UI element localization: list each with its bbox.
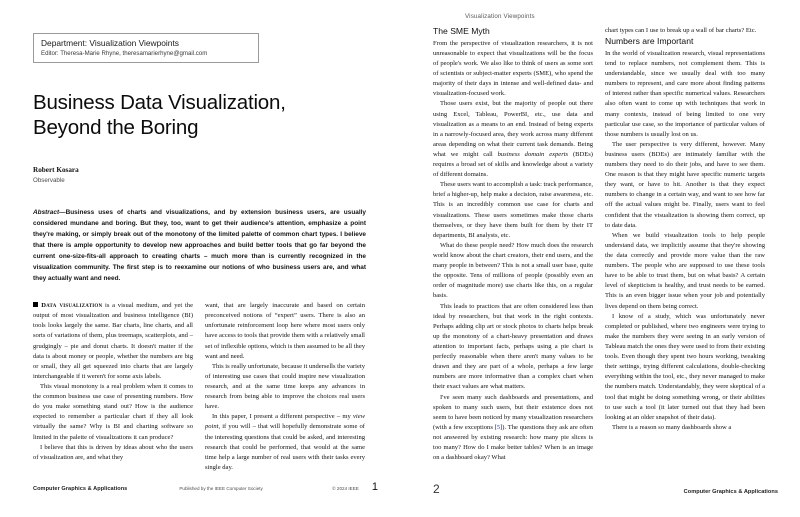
column-2 [605, 26, 765, 463]
paragraph-text: I've seen many such dashboards and presentations, and spoken to many such users, but their existence does not seem to have been noticed by many visualization researchers (with a few exceptions [ [433, 393, 593, 431]
page-number: 2 [433, 482, 440, 496]
paragraph: want, that are largely inaccurate and based on certain preconceived notions of “expert” users. There is also an unfortunate reinforcement loop here where most users only have access to tools that provide them with a relatively small set of inflexible options, which is then assumed to be all they want and need. [205, 302, 366, 360]
paragraph-text: , if you will – that will hopefully demonstrate some of the interesting questions that could be asked, and interesting research that could be performed, that would at the same time help a large number of real users with their tasks every single day. [205, 423, 365, 471]
running-head: Visualization Viewpoints [465, 13, 535, 20]
paragraph [205, 412, 365, 473]
paragraph: In the world of visualization research, visual representations tend to replace numbers, not complement them. This is understandable, since we usually deal with too many numbers to represent, and care more about finding patterns of interest rather than specific numerical values. Researchers also often want to come up with techniques that work in many contexts, instead of being limited to one very particular use case, so the importance of particular values of those numbers is usually lost on us. [605, 49, 765, 138]
page-footer [433, 483, 778, 495]
paragraph-text: is a visual medium, and yet the output of most visualization and business intelligence (BI) tools looks largely the same. Bar charts, line charts, and all sorts of variations of them, plus treemaps, scatterplots, and – grudgingly – pie and donut charts. It doesn't matter if the data is about money or people, whether the numbers are big or small, they all get squeezed into charts that are largely interchangeable if it weren't for some axis labels. [33, 302, 193, 380]
paragraph: I know of a study, which was unfortunately never completed or published, where two engineers were trying to make the numbers they were seeing in an early version of Tableau match the ones they were used to from their existing tools. Even though they spent two hours working, tweaking their settings, trying different calculations, double-checking everything within the tool, etc., they never managed to make the numbers match. Understandably, they were skeptical of a tool that might be doing something wrong, or their abilities to use such a tool (it later turned out that they had been looking at an older snapshot of their data). [605, 312, 765, 421]
section-marker-icon [33, 302, 38, 307]
citation-link[interactable]: 5 [496, 423, 501, 431]
department-box [33, 33, 259, 63]
page-number: 1 [371, 481, 378, 493]
editor-label: Editor: Theresa-Marie Rhyne, theresamarierhyne@gmail.com [41, 49, 208, 57]
paragraph: When we build visualization tools to help people understand data, we implicitly assume that they're showing the data correctly and provide more value than the raw numbers. The people who are supposed to use these tools have to be able to trust them, but on what basis? A certain level of skepticism is healthy, and trust needs to be earned. This is an even bigger issue when your job and potentially lives depend on them being correct. [605, 231, 765, 310]
footer-journal-name: Computer Graphics & Applications [683, 489, 778, 495]
abstract-dash: — [59, 208, 66, 216]
paragraph [33, 301, 193, 382]
paragraph-text: In this paper, I present a different perspective – my [212, 413, 353, 421]
department-label: Department: Visualization Viewpoints [41, 38, 179, 48]
column-1 [33, 301, 193, 473]
author-affiliation: Observable [33, 177, 65, 185]
paragraph: This leads to practices that are often considered less than ideal by researchers, but that work in the right contexts. Perhaps adding clip art or stock photos to charts helps break up the monotony of a chart-heavy presentation and draws attention to important facts, perhaps using a pie chart is perfectly reasonable when there aren't many values to be drawn and they are part of a whole, perhaps a few large numbers are more informative than a complex chart when their exact values are what matters. [433, 302, 593, 391]
abstract-label: Abstract [33, 208, 60, 216]
emphasis: view point [205, 413, 365, 431]
body-columns [33, 301, 378, 473]
author-name: Robert Kosara [33, 166, 79, 175]
page-right [400, 0, 800, 517]
paragraph: From the perspective of visualization researchers, it is not unreasonable to expect that visualizations will be the focus of people's work. We also like to think of users as some sort of scientists or subject-matter experts (SME), who spend the majority of their days in intense and well-defined data- and visualization-focused work. [433, 39, 593, 98]
paragraph-text: Those users exist, but the majority of people out there using Excel, Tableau, PowerBI, etc., use data and visualization as a means to an end. Instead of being experts in a narrowly-focused area, they work across many different areas depending on what their current task demands. Being what we might call [433, 100, 593, 158]
section-heading: Numbers are Important [605, 36, 694, 47]
paragraph: This is really unfortunate, because it undersells the variety of interesting use cases that could inspire new visualization research, and at the same time keeps any advances in research from being able to improve the choices real users have. [205, 362, 365, 411]
author-block [33, 166, 378, 185]
footer-journal-name: Computer Graphics & Applications [33, 486, 128, 492]
paragraph: These users want to accomplish a task: track performance, brief a higher-up, help make a decision, raise awareness, etc. This is an incredibly common use case for charts and visualizations. These users sometimes make those charts themselves, or they have them built for them by their IT departments, BI analysts, etc. [433, 181, 593, 239]
paragraph: chart types can I use to break up a wall of bar charts? Etc. [605, 27, 757, 34]
dropcap-lead: Data visualization [41, 302, 103, 310]
paragraph: There is a reason so many dashboards show a [612, 423, 732, 431]
paragraph [433, 99, 593, 180]
footer-copyright: © 2024 IEEE [332, 486, 359, 491]
article-title: Business Data Visualization, Beyond the Boring [33, 91, 286, 140]
body-columns [433, 26, 778, 463]
paragraph-text: ]). The questions they ask are often not answered by existing research: how many pie slices is too many? How do I make better tables? When is an image on a dashboard okay? What [433, 423, 593, 462]
page-footer [33, 482, 378, 493]
section-heading: The SME Myth [433, 26, 490, 36]
footer-publisher: Published by the IEEE Computer Society [179, 486, 263, 491]
abstract-text: Business uses of charts and visualizations, and by extension business users, are usually considered mundane and boring. But they, too, want to get their audience's attention, emphasize a point they're making, or simply break out of the monotony of the limited palette of common chart types. I believe that there is ample opportunity to develop new approaches and build better tools that go far beyond the current one-size-fits-all approach to creating charts – much more than is currently recognized in the visualization community. The first step is to reexamine our notions of who business users are, and what they actually want and need. [33, 208, 366, 283]
paragraph: This visual monotony is a real problem when it comes to the common business use case of presenting numbers. How do you make something stand out? How is the audience expected to remember a particular chart if they all look virtually the same? Why is BI and charting software so limited in the palette of visualizations it can produce? [33, 383, 193, 441]
paragraph: The user perspective is very different, however. Many business users (BDEs) are intimately familiar with the numbers they need to do their jobs, and have to see them. One reason is that they might have specific numeric targets they want, or have to hit. Another is that they expect numbers to change in a certain way, and want to see how far off the actual values might be. Finally, users want to feel confident that the visualization is showing them correct, up to date data. [605, 140, 765, 229]
paragraph [433, 393, 593, 464]
emphasis: business domain experts [497, 150, 569, 158]
column-2 [205, 301, 365, 473]
paragraph: I believe that this is driven by ideas about who the users of visualization are, and what they [33, 443, 193, 461]
paragraph-text: (BDEs) requires a broad set of skills and knowledge about a variety of different domains. [433, 150, 593, 179]
abstract [33, 207, 366, 285]
paragraph: What do these people need? How much does the research world know about the chart creators, their end users, and the many people in between? This is not a small user base, quite the opposite. Tens of millions of people (possibly even an order of magnitude more) use charts like this, on a regular basis. [433, 241, 593, 300]
column-1 [433, 26, 593, 463]
